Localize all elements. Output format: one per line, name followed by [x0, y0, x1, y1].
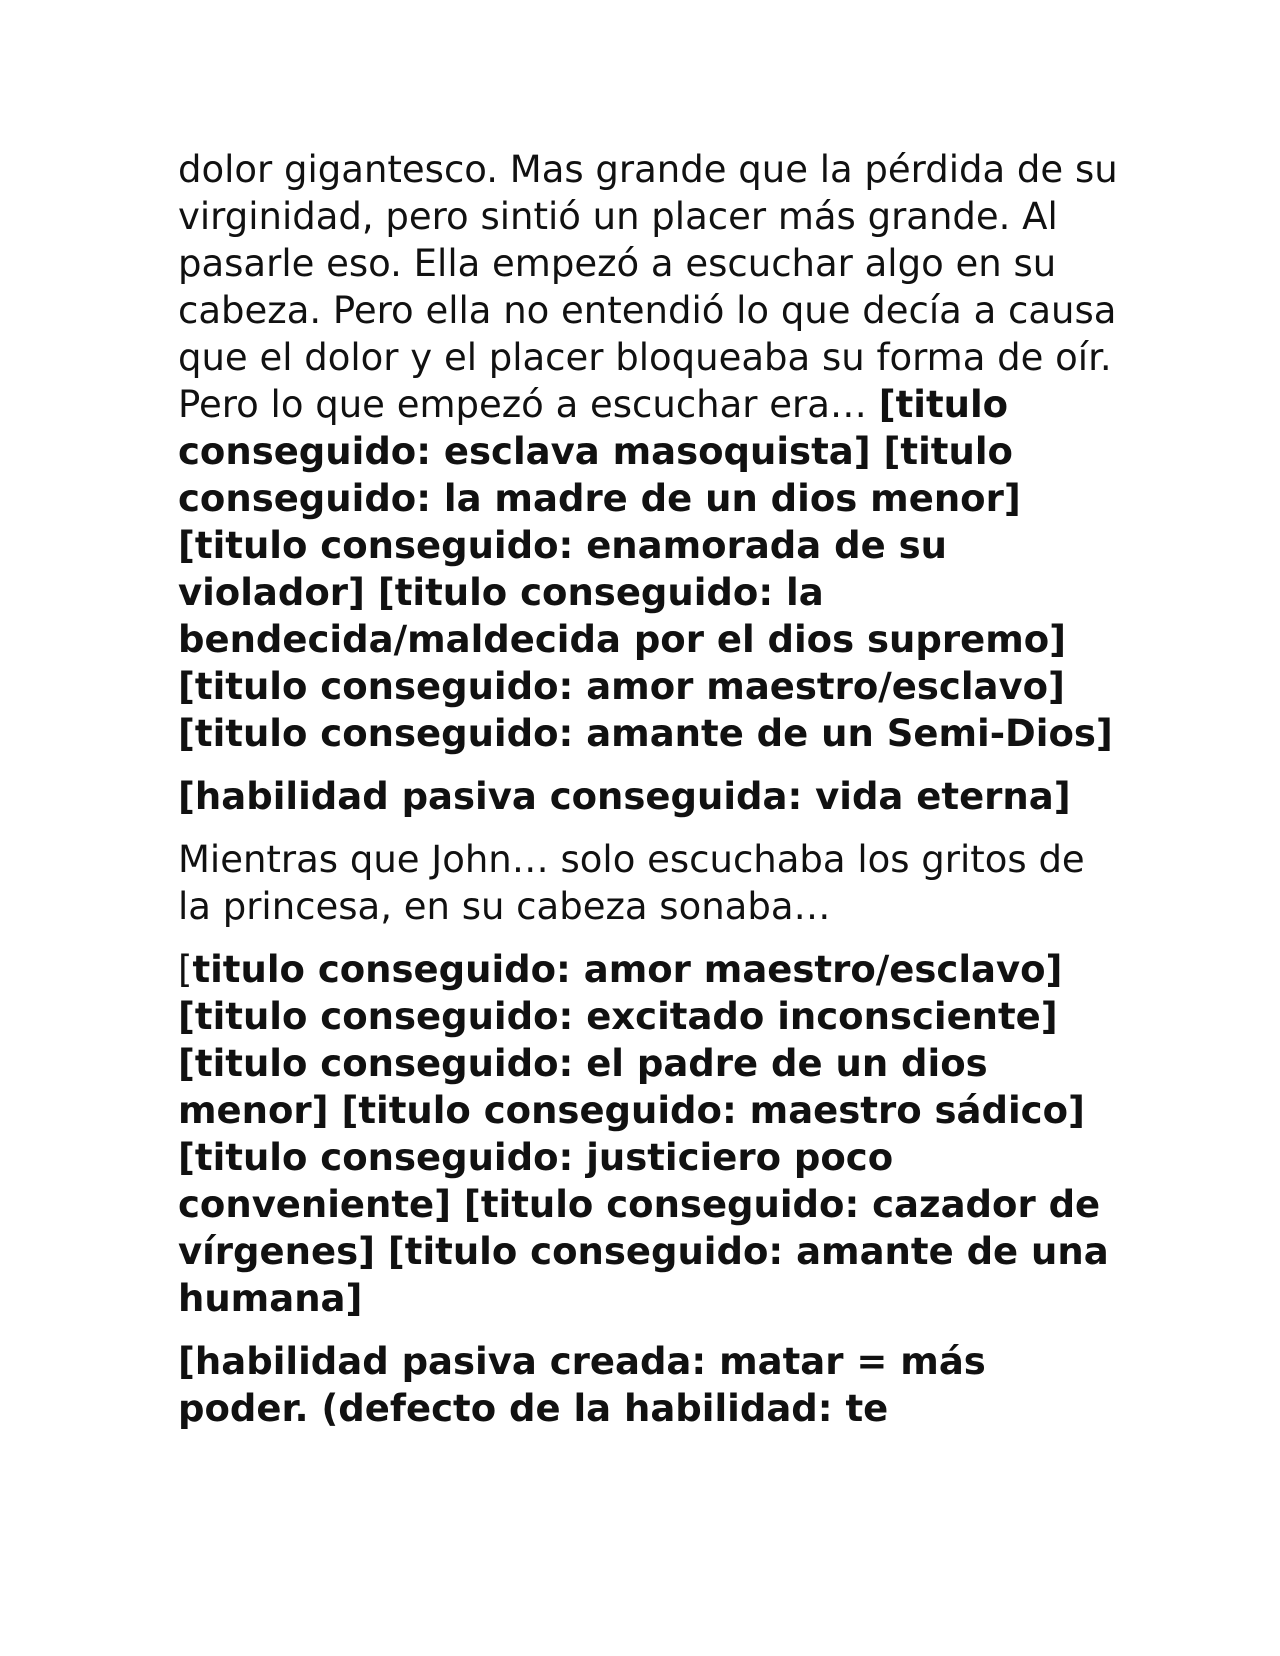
paragraph-1-text: dolor gigantesco. Mas grande que la pérdida de su virginidad, pero sintió un placer más grande. Al pasarle eso. Ella empezó a escuchar algo en su cabeza. Pero ella no entendió lo que decía a causa que el dolor y el placer bloqueaba su forma de oír. Pero lo que empezó a escuchar era… — [178, 148, 1118, 426]
paragraph-1 — [178, 146, 1118, 757]
document-page — [178, 146, 1118, 1448]
paragraph-4-titles: titulo conseguido: amor maestro/esclavo] [titulo conseguido: excitado inconsciente] [titulo conseguido: el padre de un dios menor] [titulo conseguido: maestro sádico] [titulo conseguido: justiciero poco conveniente] [titulo conseguido: cazador de vírgenes] [titulo conseguido: amante de una humana] — [178, 948, 1109, 1320]
paragraph-4-open-bracket: [ — [178, 948, 193, 991]
paragraph-1-titles: [titulo conseguido: esclava masoquista] [titulo conseguido: la madre de un dios menor] [titulo conseguido: enamorada de su violador] [titulo conseguido: la bendecida/maldecida por el dios supremo] [titulo conseguido: amor maestro/esclavo] [titulo conseguido: amante de un Semi-Dios] — [178, 383, 1113, 755]
paragraph-4 — [178, 946, 1118, 1322]
paragraph-5-skill: [habilidad pasiva creada: matar = más poder. (defecto de la habilidad: te — [178, 1340, 986, 1430]
paragraph-3: Mientras que John… solo escuchaba los gritos de la princesa, en su cabeza sonaba… — [178, 838, 1085, 928]
paragraph-2-skill: [habilidad pasiva conseguida: vida eterna] — [178, 775, 1071, 818]
